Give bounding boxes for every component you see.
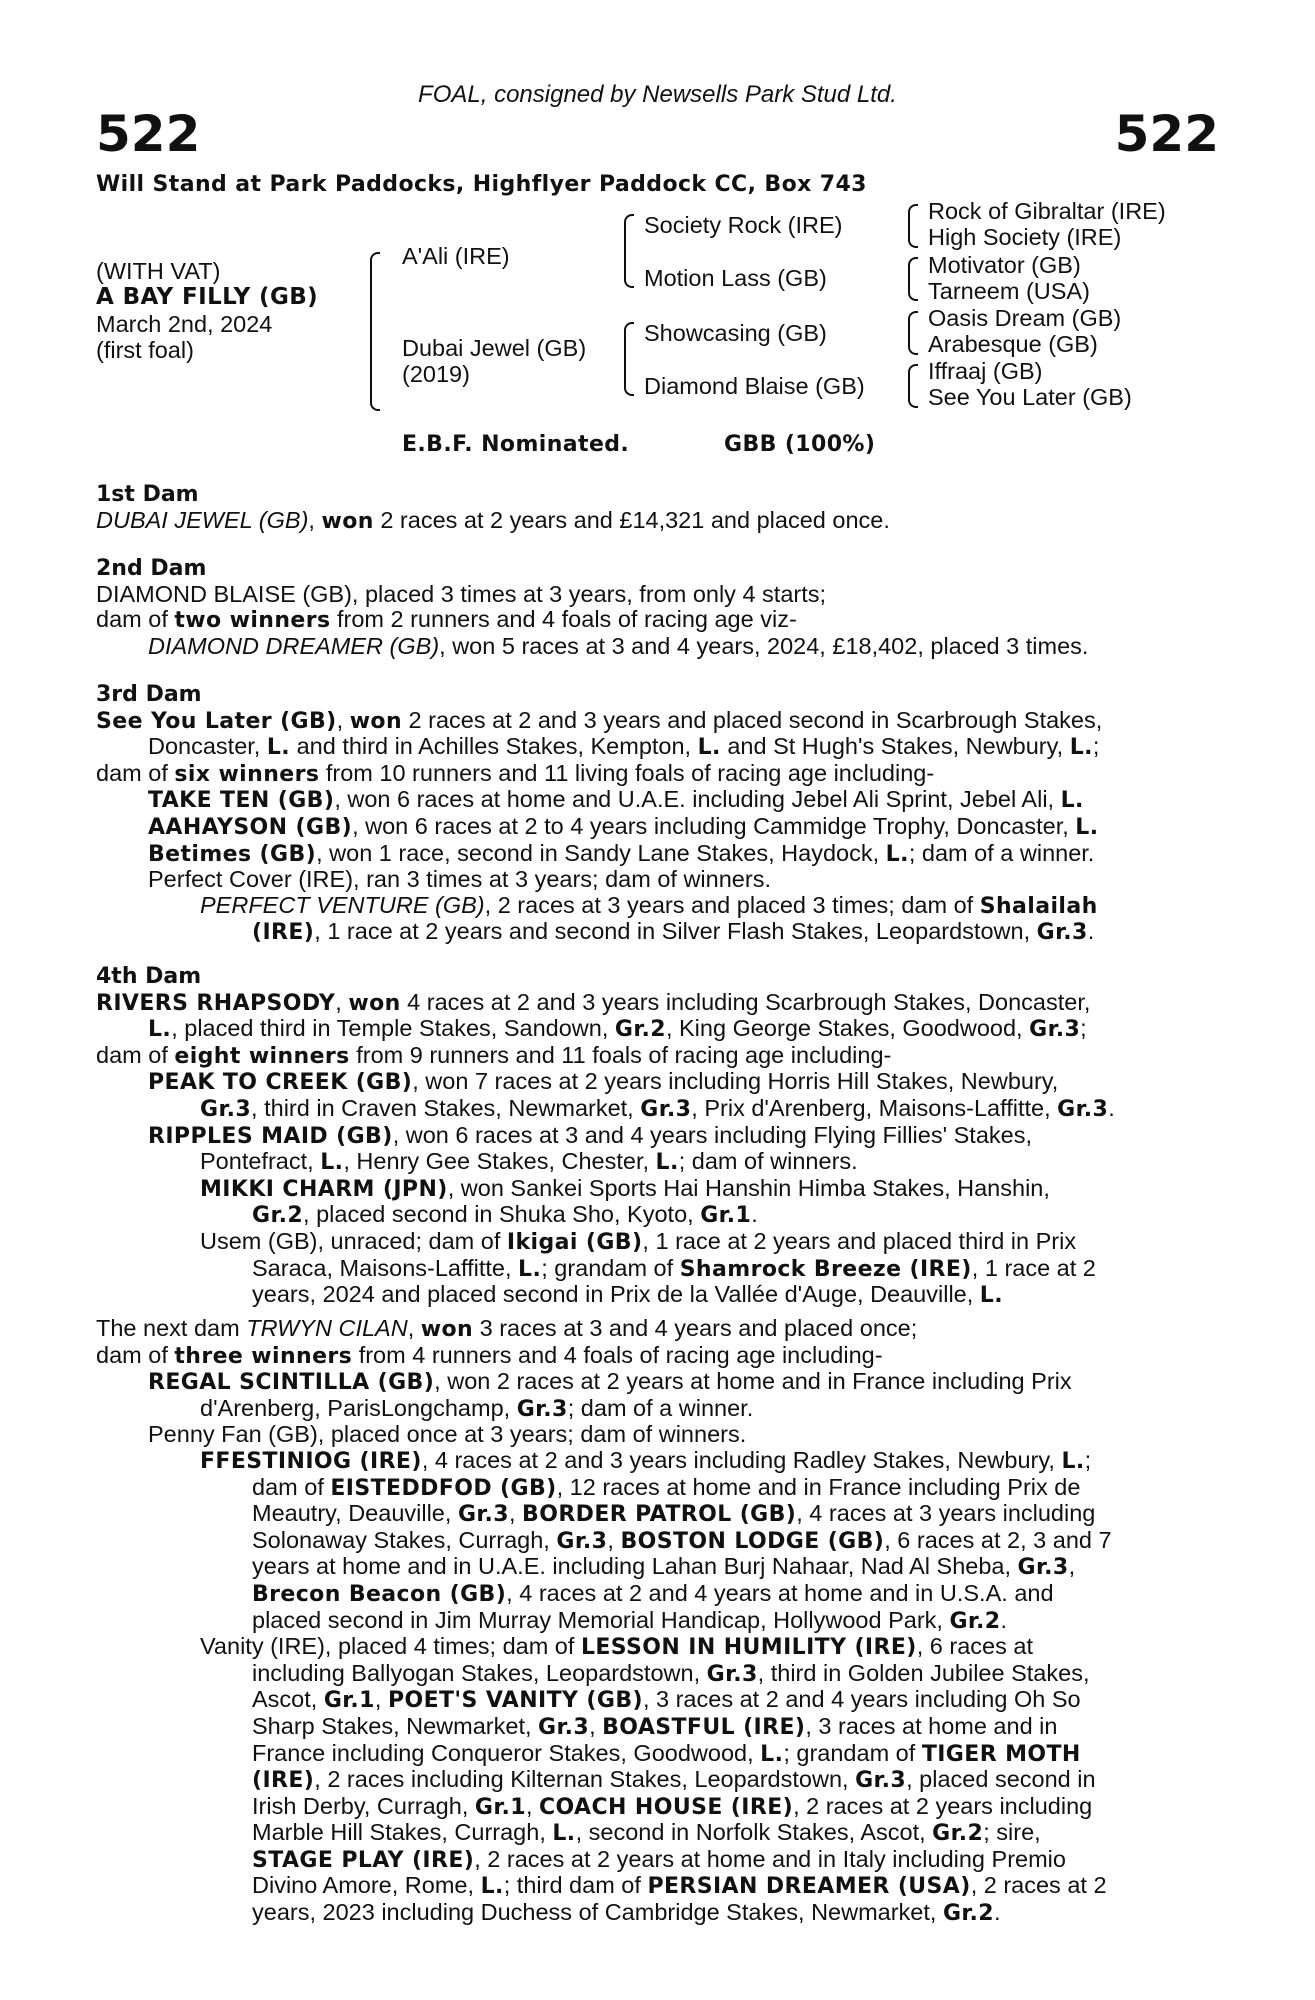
vat-note: (WITH VAT) [96,258,221,284]
gen3-2: High Society (IRE) [928,224,1122,250]
gen3-8: See You Later (GB) [928,384,1132,410]
sire-sire: Society Rock (IRE) [644,212,843,238]
gen3-1: Rock of Gibraltar (IRE) [928,198,1166,224]
gen3-brace-2 [908,257,918,301]
dam-sire: Showcasing (GB) [644,320,827,346]
consignment-line: FOAL, consigned by Newsells Park Stud Ltd. [418,81,897,108]
sire-name: A'Ali (IRE) [402,243,510,269]
dam-dam: Diamond Blaise (GB) [644,373,865,399]
progeny-name: DIAMOND DREAMER (GB) [148,632,440,659]
sire-dam: Motion Lass (GB) [644,265,827,291]
gen3-7: Iffraaj (GB) [928,358,1043,384]
stand-location: Will Stand at Park Paddocks, Highflyer Paddock CC, Box 743 [96,172,867,197]
gen3-brace-1 [908,204,918,248]
pedigree-brace [370,252,380,411]
gen3-4: Tarneem (USA) [928,278,1090,304]
section-heading: 4th Dam [96,964,202,989]
third-dam-section: 3rd Dam See You Later (GB), won 2 races at 2 and 3 years and placed second in Scarbrough Stakes, Doncaster, L. and third in Achilles Stakes, Kempton, L. and St Hugh's Stakes, Newbury, L.; dam of six winners from 10 runners and 11 living foals of racing age including- TAKE TEN (GB), won 6 races at home and U.A.E. including Jebel Ali Sprint, Jebel Ali, L. AAHAYSON (GB), won 6 races at 2 to 4 years including Cammidge Trophy, Doncaster, L. Betimes (GB), won 1 race, second in Sandy Lane Stakes, Haydock, L.; dam of a winner. Perfect Cover (IRE), ran 3 times at 3 years; dam of winners. PERFECT VENTURE (GB), 2 races at 3 years and placed 3 times; dam of Shalailah (IRE), 1 race at 2 years and second in Silver Flash Stakes, Leopardstown, Gr.3. [96,682,1219,946]
section-heading: 1st Dam [96,482,199,507]
next-dam-section: The next dam TRWYN CILAN, won 3 races at 3 and 4 years and placed once; dam of three winners from 4 runners and 4 foals of racing age including- REGAL SCINTILLA (GB), won 2 races at 2 years at home and in France including Prix d'Arenberg, ParisLongchamp, Gr.3; dam of a winner. Penny Fan (GB), placed once at 3 years; dam of winners. FFESTINIOG (IRE), 4 races at 2 and 3 years including Radley Stakes, Newbury, L.; dam of EISTEDDFOD (GB), 12 races at home and in France including Prix de Meautry, Deauville, Gr.3, BORDER PATROL (GB), 4 races at 3 years including Solonaway Stakes, Curragh, Gr.3, BOSTON LODGE (GB), 6 races at 2, 3 and 7 years at home and in U.A.E. including Lahan Burj Nahaar, Nad Al Sheba, Gr.3, Brecon Beacon (GB), 4 races at 2 and 4 years at home and in U.S.A. and placed second in Jim Murray Memorial Handicap, Hollywood Park, Gr.2. Vanity (IRE), placed 4 times; dam of LESSON IN HUMILITY (IRE), 6 races at including Ballyogan Stakes, Leopardstown, Gr.3, third in Golden Jubilee Stakes, Ascot, Gr.1, POET'S VANITY (GB), 3 races at 2 and 4 years including Oh So Sharp Stakes, Newmarket, Gr.3, BOASTFUL (IRE), 3 races at home and in France including Conqueror Stakes, Goodwood, L.; grandam of TIGER MOTH (IRE), 2 races including Kilternan Stakes, Leopardstown, Gr.3, placed second in Irish Derby, Curragh, Gr.1, COACH HOUSE (IRE), 2 races at 2 years including Marble Hill Stakes, Curragh, L., second in Norfolk Stakes, Ascot, Gr.2; sire, STAGE PLAY (IRE), 2 races at 2 years at home and in Italy including Premio Divino Amore, Rome, L.; third dam of PERSIAN DREAMER (USA), 2 races at 2 years, 2023 including Duchess of Cambridge Stakes, Newmarket, Gr.2. [96,1315,1112,1927]
dam-name: DUBAI JEWEL (GB) [96,506,309,533]
ebf-nominated: E.B.F. Nominated. [402,432,630,457]
section-heading: 2nd Dam [96,556,207,581]
section-heading: 3rd Dam [96,682,202,707]
foaling-date: March 2nd, 2024 [96,311,273,337]
dam-year: (2019) [402,361,470,387]
sire-brace [624,214,634,288]
gen3-3: Motivator (GB) [928,252,1081,278]
winners-count: two winners [174,608,331,634]
gen3-brace-4 [908,364,918,408]
gen3-6: Arabesque (GB) [928,331,1098,357]
lot-number-right: 522 [1114,105,1219,163]
dam-record: DIAMOND BLAISE (GB), placed 3 times at 3 years, from only 4 starts; [96,580,827,607]
won-label: won [321,508,374,534]
foal-note: (first foal) [96,337,194,363]
first-dam-section: 1st Dam DUBAI JEWEL (GB), won 2 races at 2 years and £14,321 and placed once. [96,482,1219,534]
dam-brace [624,322,634,396]
lot-number-left: 522 [96,105,201,163]
gen3-brace-3 [908,311,918,355]
second-dam-section [96,556,1219,659]
gbb-status: GBB (100%) [724,432,876,457]
fourth-dam-section: 4th Dam RIVERS RHAPSODY, won 4 races at 2 and 3 years including Scarbrough Stakes, Doncaster, L., placed third in Temple Stakes, Sandown, Gr.2, King George Stakes, Goodwood, Gr.3; dam of eight winners from 9 runners and 11 foals of racing age including- PEAK TO CREEK (GB), won 7 races at 2 years including Horris Hill Stakes, Newbury, Gr.3, third in Craven Stakes, Newmarket, Gr.3, Prix d'Arenberg, Maisons-Laffitte, Gr.3. RIPPLES MAID (GB), won 6 races at 3 and 4 years including Flying Fillies' Stakes, Pontefract, L., Henry Gee Stakes, Chester, L.; dam of winners. MIKKI CHARM (JPN), won Sankei Sports Hai Hanshin Himba Stakes, Hanshin, Gr.2, placed second in Shuka Sho, Kyoto, Gr.1. Usem (GB), unraced; dam of Ikigai (GB), 1 race at 2 years and placed third in Prix Saraca, Maisons-Laffitte, L.; grandam of Shamrock Breeze (IRE), 1 race at 2 years, 2024 and placed second in Prix de la Vallée d'Auge, Deauville, L. [96,964,1219,1309]
dam-name: Dubai Jewel (GB) [402,335,587,361]
progeny-record: , won 5 races at 3 and 4 years, 2024, £18,402, placed 3 times. [439,632,1089,659]
gen3-5: Oasis Dream (GB) [928,305,1122,331]
text: dam of [96,606,175,633]
text: from 2 runners and 4 foals of racing age viz- [330,606,797,633]
lot-description: A BAY FILLY (GB) [96,284,319,310]
dam-record: 2 races at 2 years and £14,321 and placed once. [373,506,890,533]
